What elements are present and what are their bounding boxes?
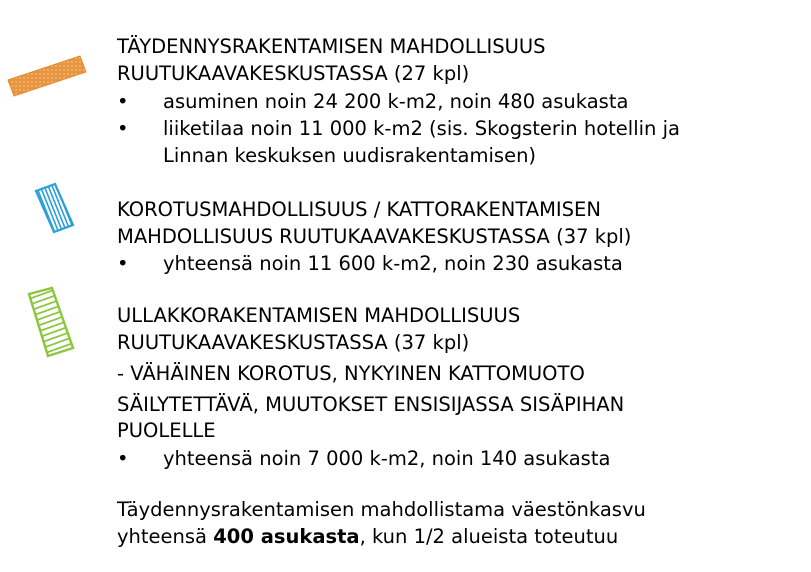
bullet-marker: • xyxy=(117,252,129,275)
section1-heading-line2: RUUTUKAAVAKESKUSTASSA (27 kpl) xyxy=(117,62,470,85)
bullet-marker: • xyxy=(117,447,129,470)
orange-dotted-patch-icon xyxy=(6,52,88,98)
section2-heading-line2: MAHDOLLISUUS RUUTUKAAVAKESKUSTASSA (37 kpl) xyxy=(117,225,632,248)
section2-heading-line1: KOROTUSMAHDOLLISUUS / KATTORAKENTAMISEN xyxy=(117,198,601,221)
section3-heading-line4: SÄILYTETTÄVÄ, MUUTOKSET ENSISIJASSA SISÄPIHAN xyxy=(117,393,625,416)
section1-bullet2-line1: liiketilaa noin 11 000 k-m2 (sis. Skogsterin hotellin ja xyxy=(163,117,680,140)
section1-bullet1: asuminen noin 24 200 k-m2, noin 480 asukasta xyxy=(163,90,629,113)
section3-bullet1: yhteensä noin 7 000 k-m2, noin 140 asukasta xyxy=(163,447,611,470)
summary-line1: Täydennysrakentamisen mahdollistama väestönkasvu xyxy=(117,498,646,521)
section3-heading-line2: RUUTUKAAVAKESKUSTASSA (37 kpl) xyxy=(117,331,470,354)
summary-resident-count: 400 asukasta xyxy=(213,525,360,548)
section3-heading-line5: PUOLELLE xyxy=(117,419,216,442)
bullet-marker: • xyxy=(117,117,129,140)
summary-line2 xyxy=(117,524,618,550)
section2-bullet1: yhteensä noin 11 600 k-m2, noin 230 asukasta xyxy=(163,252,623,275)
summary-prefix: yhteensä xyxy=(117,525,214,548)
section3-heading-line3: - VÄHÄINEN KOROTUS, NYKYINEN KATTOMUOTO xyxy=(117,362,585,385)
summary-suffix: , kun 1/2 alueista toteutuu xyxy=(359,525,619,548)
bullet-marker: • xyxy=(117,90,129,113)
section1-bullet2-line2: Linnan keskuksen uudisrakentamisen) xyxy=(163,144,537,167)
blue-hatched-patch-icon xyxy=(33,182,77,234)
section3-heading-line1: ULLAKKORAKENTAMISEN MAHDOLLISUUS xyxy=(117,304,521,327)
section1-heading-line1: TÄYDENNYSRAKENTAMISEN MAHDOLLISUUS xyxy=(117,35,546,58)
green-hatched-patch-icon xyxy=(26,286,76,358)
